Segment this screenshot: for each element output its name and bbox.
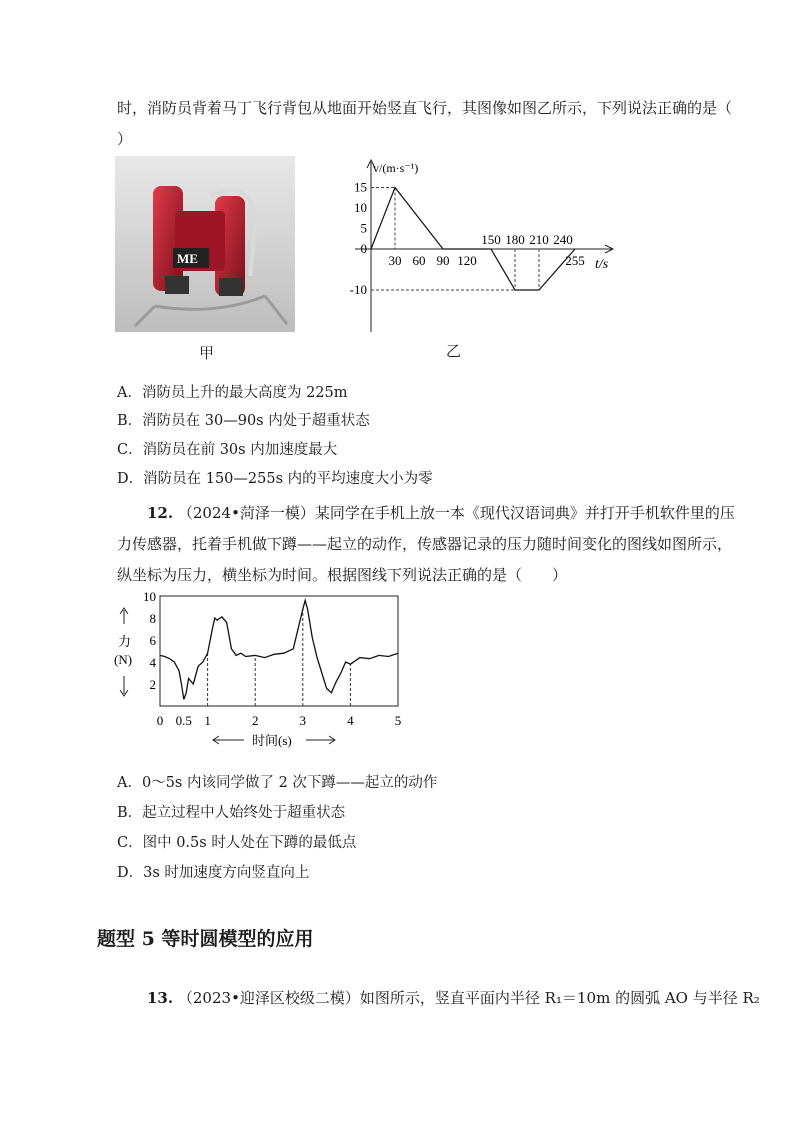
vt-tick-labels bbox=[350, 180, 585, 298]
p-tick-labels bbox=[143, 590, 401, 728]
q12-stem-text: （2024•菏泽一模）某同学在手机上放一本《现代汉语词典》并打开手机软件里的压 bbox=[177, 504, 735, 522]
p-y-tick-label: 2 bbox=[149, 677, 156, 692]
p-x-tick-label: 1 bbox=[204, 713, 211, 728]
q12-stem-line2: 力传感器，托着手机做下蹲——起立的动作，传感器记录的压力随时间变化的图线如图所示， bbox=[117, 535, 733, 553]
fig-yi-label: 乙 bbox=[446, 342, 462, 360]
photo-logo-text: ME bbox=[177, 251, 198, 266]
vt-x-tick-label: 120 bbox=[457, 253, 477, 268]
vt-y-axis-label: v/(m·s⁻¹) bbox=[373, 161, 419, 175]
q12-stem-line3: 纵坐标为压力，横坐标为时间。根据图线下列说法正确的是（ ） bbox=[117, 566, 568, 584]
vt-x-tick-label: 90 bbox=[436, 253, 450, 268]
p-x-tick-label: 3 bbox=[299, 713, 307, 728]
jetpack-photo bbox=[115, 156, 295, 332]
q12-stem-line1 bbox=[147, 503, 735, 523]
vt-x-tick-label: 240 bbox=[553, 232, 573, 247]
p-x-tick-label: 2 bbox=[251, 713, 259, 728]
p-y-axis-label bbox=[114, 608, 132, 696]
p-y-tick-label: 4 bbox=[149, 655, 156, 670]
pressure-time-chart bbox=[112, 590, 412, 750]
p-x-tick-label: 0.5 bbox=[175, 713, 192, 728]
p-y-label-part: 力 bbox=[118, 634, 132, 649]
p-y-tick-label: 8 bbox=[149, 611, 156, 626]
velocity-time-chart bbox=[345, 152, 625, 337]
q11-option-b: B．消防员在 30—90s 内处于超重状态 bbox=[117, 413, 370, 429]
q12-option-d: D．3s 时加速度方向竖直向上 bbox=[117, 865, 310, 881]
q12-number: 12. bbox=[147, 504, 174, 522]
vt-x-axis-label: t/s bbox=[595, 257, 609, 272]
q13-number: 13. bbox=[147, 989, 174, 1007]
vt-y-tick-label: 5 bbox=[360, 220, 367, 236]
section-heading: 题型 5 等时圆模型的应用 bbox=[97, 928, 314, 950]
q11-stem-line2: ） bbox=[117, 130, 133, 148]
vt-x-tick-label: 60 bbox=[412, 253, 426, 268]
vt-y-tick-label: 15 bbox=[354, 179, 367, 195]
q11-stem-line1: 时，消防员背着马丁飞行背包从地面开始竖直飞行，其图像如图乙所示，下列说法正确的是（ bbox=[117, 99, 733, 117]
p-force-line bbox=[160, 600, 398, 699]
p-x-label-text: 时间(s) bbox=[252, 733, 292, 748]
vt-x-tick-label: 150 bbox=[481, 232, 501, 247]
q11-option-a: A．消防员上升的最大高度为 225m bbox=[117, 385, 348, 401]
vt-x-tick-label: 210 bbox=[529, 232, 549, 247]
q11-option-c: C．消防员在前 30s 内加速度最大 bbox=[117, 442, 338, 458]
q12-option-c: C．图中 0.5s 时人处在下蹲的最低点 bbox=[117, 835, 357, 851]
p-y-tick-label: 10 bbox=[143, 590, 156, 604]
vt-x-tick-label: 180 bbox=[505, 232, 525, 247]
q12-option-a: A．0～5s 内该同学做了 2 次下蹲——起立的动作 bbox=[117, 775, 438, 791]
p-x-tick-label: 5 bbox=[394, 713, 402, 728]
q11-option-d: D．消防员在 150—255s 内的平均速度大小为零 bbox=[117, 471, 433, 487]
vt-x-tick-label: 30 bbox=[388, 253, 402, 268]
p-x-tick-label: 0 bbox=[156, 713, 164, 728]
p-y-tick-label: 6 bbox=[149, 633, 156, 648]
fig-jia-label: 甲 bbox=[199, 344, 215, 362]
q12-option-b: B．起立过程中人始终处于超重状态 bbox=[117, 805, 346, 821]
p-y-label-text bbox=[114, 634, 132, 667]
p-x-tick-label: 4 bbox=[347, 713, 354, 728]
vt-y-tick-label: -10 bbox=[349, 282, 367, 297]
vt-x-tick-label: 255 bbox=[565, 253, 585, 268]
vt-y-tick-label: 0 bbox=[360, 241, 367, 256]
p-x-axis-label bbox=[213, 733, 335, 748]
p-series bbox=[160, 600, 398, 699]
p-y-label-part: (N) bbox=[114, 652, 133, 667]
q13-stem-text: （2023•迎泽区校级二模）如图所示，竖直平面内半径 R₁＝10m 的圆弧 AO 与半径 R₂ bbox=[177, 989, 760, 1007]
q13-stem-line1 bbox=[147, 988, 760, 1008]
vt-y-tick-label: 10 bbox=[354, 200, 367, 215]
